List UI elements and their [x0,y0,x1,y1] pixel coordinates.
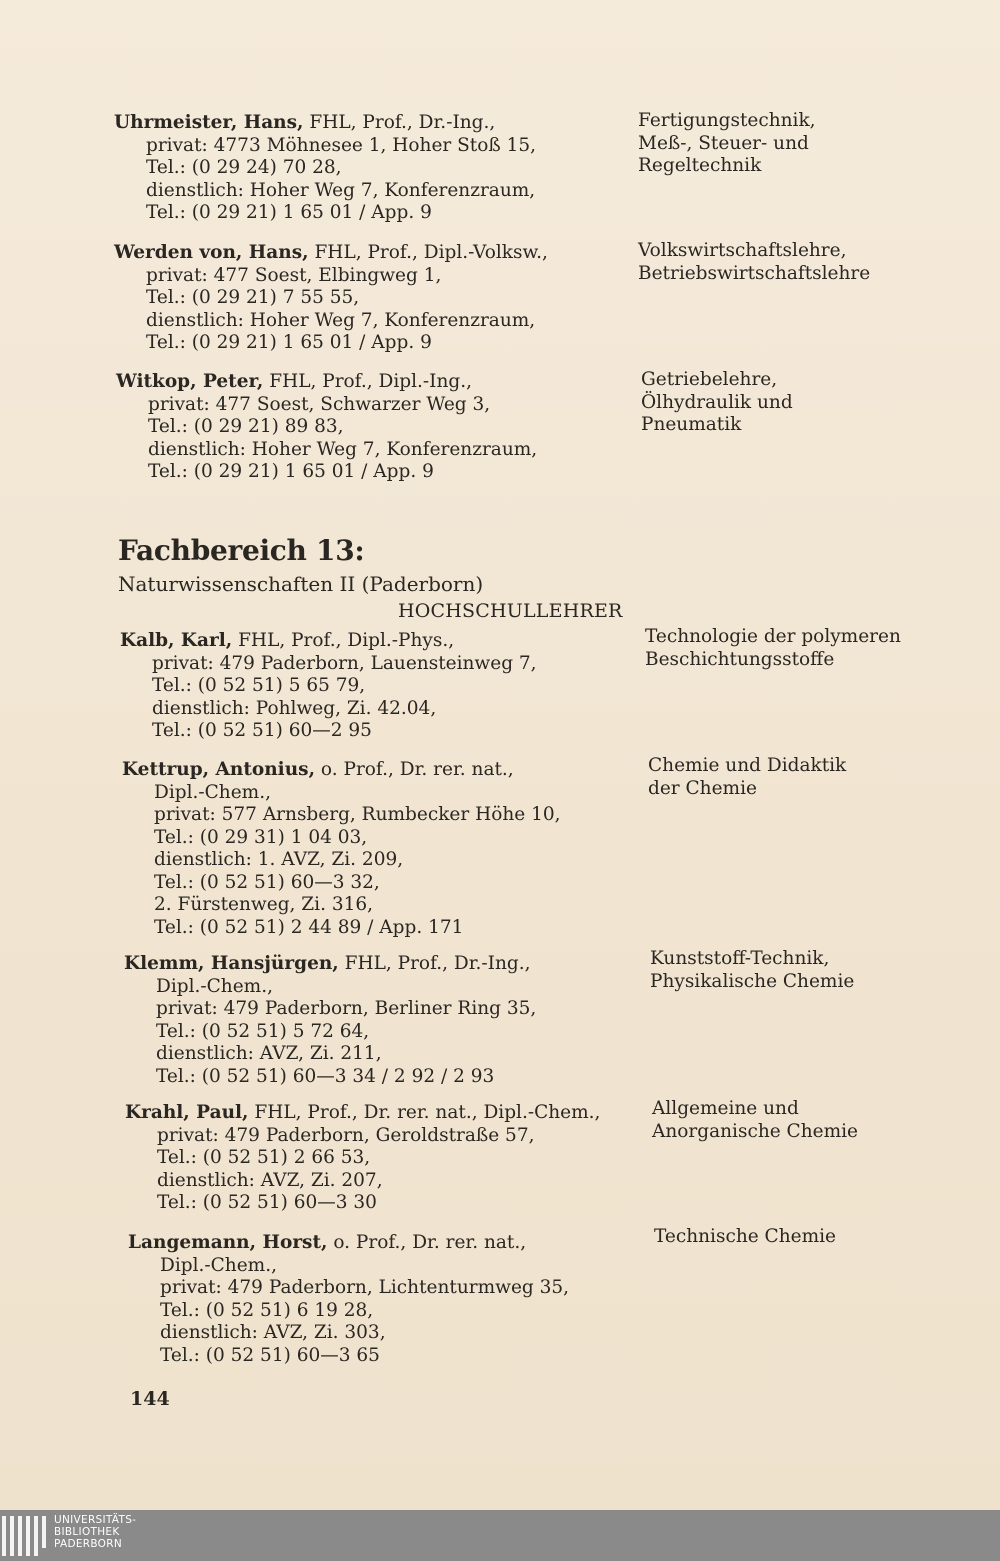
person-title: FHL, Prof., Dipl.-Ing., [269,371,472,392]
subject-line: Getriebelehre, [641,369,778,390]
subject-witkop [641,369,971,437]
entry-header [125,1102,645,1125]
person-name: Langemann, Horst, [128,1232,328,1253]
entry-kalb [120,630,640,743]
subject-werden-von [638,240,968,285]
subject-line: Physikalische Chemie [650,970,855,992]
person-title: FHL, Prof., Dipl.-Volksw., [314,242,548,263]
subject-langemann [654,1226,984,1249]
entry-line: Tel.: (0 52 51) 60—3 32, [154,871,380,893]
entry-line: Tel.: (0 29 21) 1 65 01 / App. 9 [146,332,432,353]
entry-line: privat: 577 Arnsberg, Rumbecker Höhe 10, [154,804,561,825]
entry-line: dienstlich: AVZ, Zi. 207, [157,1169,383,1191]
entry-line: Tel.: (0 29 31) 1 04 03, [154,826,368,848]
library-logo-text [54,1514,136,1550]
subject-line: Regeltechnik [638,155,762,176]
entry-line: privat: 479 Paderborn, Berliner Ring 35, [156,998,537,1019]
person-name: Klemm, Hansjürgen, [124,953,339,974]
entry-krahl [125,1102,645,1215]
subject-line: Volkswirtschaftslehre, [638,240,847,261]
entry-line: Tel.: (0 52 51) 60—3 30 [157,1192,377,1213]
entry-line: dienstlich: Hoher Weg 7, Konferenzraum, [146,309,536,331]
entry-line: Tel.: (0 52 51) 60—3 65 [160,1344,380,1366]
entry-line: dienstlich: Hoher Weg 7, Konferenzraum, [148,438,538,460]
entry-line: dienstlich: AVZ, Zi. 303, [160,1322,386,1343]
section-subtitle: Naturwissenschaften II (Paderborn) [118,572,484,596]
person-name: Kettrup, Antonius, [122,759,316,780]
entry-header [122,759,642,782]
entry-header [120,630,640,653]
person-title: FHL, Prof., Dipl.-Phys., [238,630,455,651]
entry-header [114,112,634,135]
subject-line: Chemie und Didaktik [648,755,847,776]
entry-header [128,1232,648,1255]
entry-line: privat: 477 Soest, Schwarzer Weg 3, [148,393,491,415]
entry-line: dienstlich: Pohlweg, Zi. 42.04, [152,697,437,719]
entry-line: privat: 477 Soest, Elbingweg 1, [146,264,442,286]
entry-line: Tel.: (0 52 51) 2 44 89 / App. 171 [154,916,464,938]
entry-line: privat: 4773 Möhnesee 1, Hoher Stoß 15, [146,134,537,156]
entry-line: Tel.: (0 29 21) 7 55 55, [146,287,360,308]
subject-line: der Chemie [648,777,757,799]
logo-line: BIBLIOTHEK [54,1526,120,1538]
subject-line: Pneumatik [641,414,742,435]
subject-line: Betriebswirtschaftslehre [638,262,871,284]
entry-line: Dipl.-Chem., [156,975,273,997]
subject-uhrmeister [638,110,968,178]
entry-line: Dipl.-Chem., [154,781,271,803]
entry-klemm [124,953,644,1088]
logo-line: PADERBORN [54,1538,122,1550]
person-title: o. Prof., Dr. rer. nat., [320,759,514,780]
entry-line: privat: 479 Paderborn, Lichtenturmweg 35, [160,1277,570,1298]
subject-line: Ölhydraulik und [641,391,793,413]
person-title: FHL, Prof., Dr. rer. nat., Dipl.-Chem., [254,1102,601,1123]
subject-line: Meß-, Steuer- und [638,132,809,154]
section-heading: HOCHSCHULLEHRER [398,600,623,622]
subject-krahl [652,1098,982,1143]
entry-line: Tel.: (0 29 24) 70 28, [146,157,342,178]
entry-line: Tel.: (0 52 51) 2 66 53, [157,1147,371,1168]
subject-kettrup [648,755,978,800]
subject-line: Allgemeine und [652,1098,799,1119]
entry-witkop [116,371,636,484]
entry-line: dienstlich: 1. AVZ, Zi. 209, [154,849,404,870]
section-title: Fachbereich 13: [118,534,365,567]
entry-line: Dipl.-Chem., [160,1254,277,1276]
entry-header [116,371,636,394]
entry-line: Tel.: (0 52 51) 5 72 64, [156,1020,370,1042]
person-name: Uhrmeister, Hans, [114,112,304,133]
entry-line: Tel.: (0 52 51) 60—3 34 / 2 92 / 2 93 [156,1065,495,1087]
person-name: Krahl, Paul, [125,1102,249,1123]
entry-line: privat: 479 Paderborn, Geroldstraße 57, [157,1124,535,1146]
entry-werden-von [114,242,634,355]
entry-langemann [128,1232,648,1367]
entry-line: Tel.: (0 52 51) 5 65 79, [152,675,366,696]
entry-line: Tel.: (0 29 21) 1 65 01 / App. 9 [148,461,434,482]
entry-line: 2. Fürstenweg, Zi. 316, [154,894,374,915]
subject-line: Technologie der polymeren [645,626,901,647]
person-name: Kalb, Karl, [120,630,233,651]
page-number: 144 [130,1388,170,1410]
person-title: FHL, Prof., Dr.-Ing., [344,953,531,974]
subject-klemm [650,948,980,993]
entry-line: Tel.: (0 52 51) 6 19 28, [160,1299,374,1321]
subject-line: Fertigungstechnik, [638,110,816,131]
subject-line: Kunststoff-Technik, [650,948,830,969]
entry-line: Tel.: (0 29 21) 1 65 01 / App. 9 [146,202,432,223]
subject-line: Beschichtungsstoffe [645,648,835,670]
subject-kalb [645,626,975,671]
entry-header [114,242,634,265]
entry-line: dienstlich: AVZ, Zi. 211, [156,1043,382,1064]
entry-header [124,953,644,976]
subject-line: Anorganische Chemie [652,1120,858,1142]
person-title: o. Prof., Dr. rer. nat., [333,1232,527,1253]
person-title: FHL, Prof., Dr.-Ing., [309,112,496,133]
entry-line: dienstlich: Hoher Weg 7, Konferenzraum, [146,179,536,201]
entry-line: Tel.: (0 52 51) 60—2 95 [152,720,372,741]
library-barcode-icon [2,1516,48,1556]
entry-uhrmeister [114,112,634,225]
person-name: Witkop, Peter, [116,371,264,392]
subject-line: Technische Chemie [654,1226,836,1247]
entry-line: Tel.: (0 29 21) 89 83, [148,416,344,437]
entry-kettrup [122,759,642,939]
entry-line: privat: 479 Paderborn, Lauensteinweg 7, [152,652,537,674]
footer-bar [0,1510,1000,1561]
person-name: Werden von, Hans, [114,242,309,263]
logo-line: UNIVERSITÄTS- [54,1514,137,1526]
